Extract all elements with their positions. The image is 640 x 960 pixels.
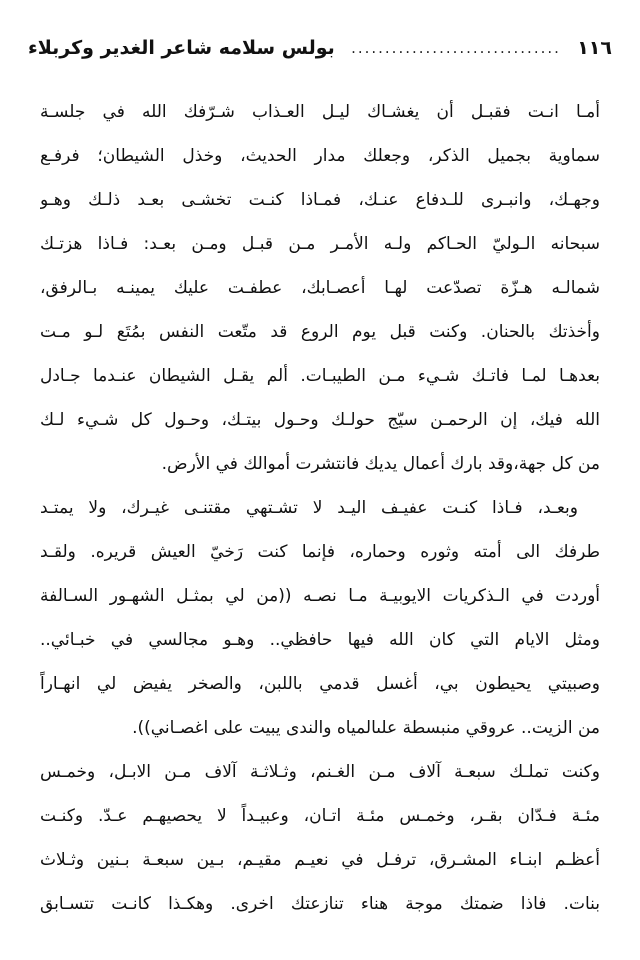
text-line: شمالـه هـزّة تصدّعت لهـا أعصـابك، عطفـت عليك يمينـه بـالرفق، [40,278,600,298]
text-line: الله فيك، إن الرحمـن سيّج حولـك وحـول بيتـك، وحـول كل شـيء لـك [40,410,600,430]
dot-leader: ............................... [351,39,561,57]
text-line: أوردت في الـذكريات الايوبيـة مـا نصـه ((من لي بمثـل الشهـور السـالفة [40,586,600,606]
text-line: وصبيتي يحيطون بي، أغسل قدمي باللبن، والصخر يفيض لي انهـاراً [40,674,600,694]
text-line: طرفك الى أمته وثوره وحماره، فإنما كنت رَخيّ العيش قريره. ولقـد [40,542,600,562]
text-line: وجهـك، وانبـرى للـدفاع عنـك، فمـاذا كنـت تخشـى بعـد ذلـك وهـو [40,190,600,210]
book-title: بولس سلامه شاعر الغدير وكربلاء [28,37,335,59]
text-line: وكنت تملـك سبعـة آلاف مـن الغـنم، وثـلاثـة آلاف مـن الابـل، وخمـس [40,762,600,782]
text-line: من الزيت.. عروقي منبسطة علىالمياه والندى يبيت على اغصـاني)). [132,718,600,738]
text-line: بنات. فاذا ضمتك موجة هناء تنازعتك اخرى. وهكـذا كانـت تتسـابق [40,894,600,914]
text-line: ومثل الايام التي كان الله فيها حافظي.. وهـو مجالسي في خبـائي.. [40,630,600,650]
text-line: من كل جهة،وقد بارك أعمال يديك فانتشرت أموالك في الأرض. [161,454,600,474]
text-line: أمـا انـت فقبـل أن يغشـاك ليـل العـذاب شـرّفك الله في جلسـة [40,102,600,122]
text-line: بعدهـا لمـا فاتـك شـيء مـن الطيبـات. ألم يقـل الشيطان عنـدما جـادل [40,366,600,386]
text-line: أعظـم ابنـاء المشـرق، ترفـل في نعيـم مقيـم، بـين سبعـة بـنين وثـلاث [40,850,600,870]
text-line: وأخذتك بالحنان. وكنت قبل يوم الروع قد متّعت النفس بمُتَع لـو مـت [40,322,600,342]
text-line: سبحانه الـوليّ الحـاكم ولـه الأمـر مـن قبـل ومـن بعـد: فـاذا هزتـك [40,234,600,254]
text-line: مئـة فـدّان بقـر، وخمـس مئـة اتـان، وعبيـداً لا يحصيهـم عـدّ. وكنـت [40,806,600,826]
running-head [28,28,612,68]
text-line: وبعـد، فـاذا كنـت عفيـف اليـد لا تشـتهي مقتنـى غيـرك، ولا يمتـد [40,498,578,518]
page-number: ١١٦ [577,37,612,59]
body-text [40,90,600,926]
text-line: سماوية بجميل الذكر، وجعلك مدار الحديث، وخذل الشيطان؛ فرفـع [40,146,600,166]
